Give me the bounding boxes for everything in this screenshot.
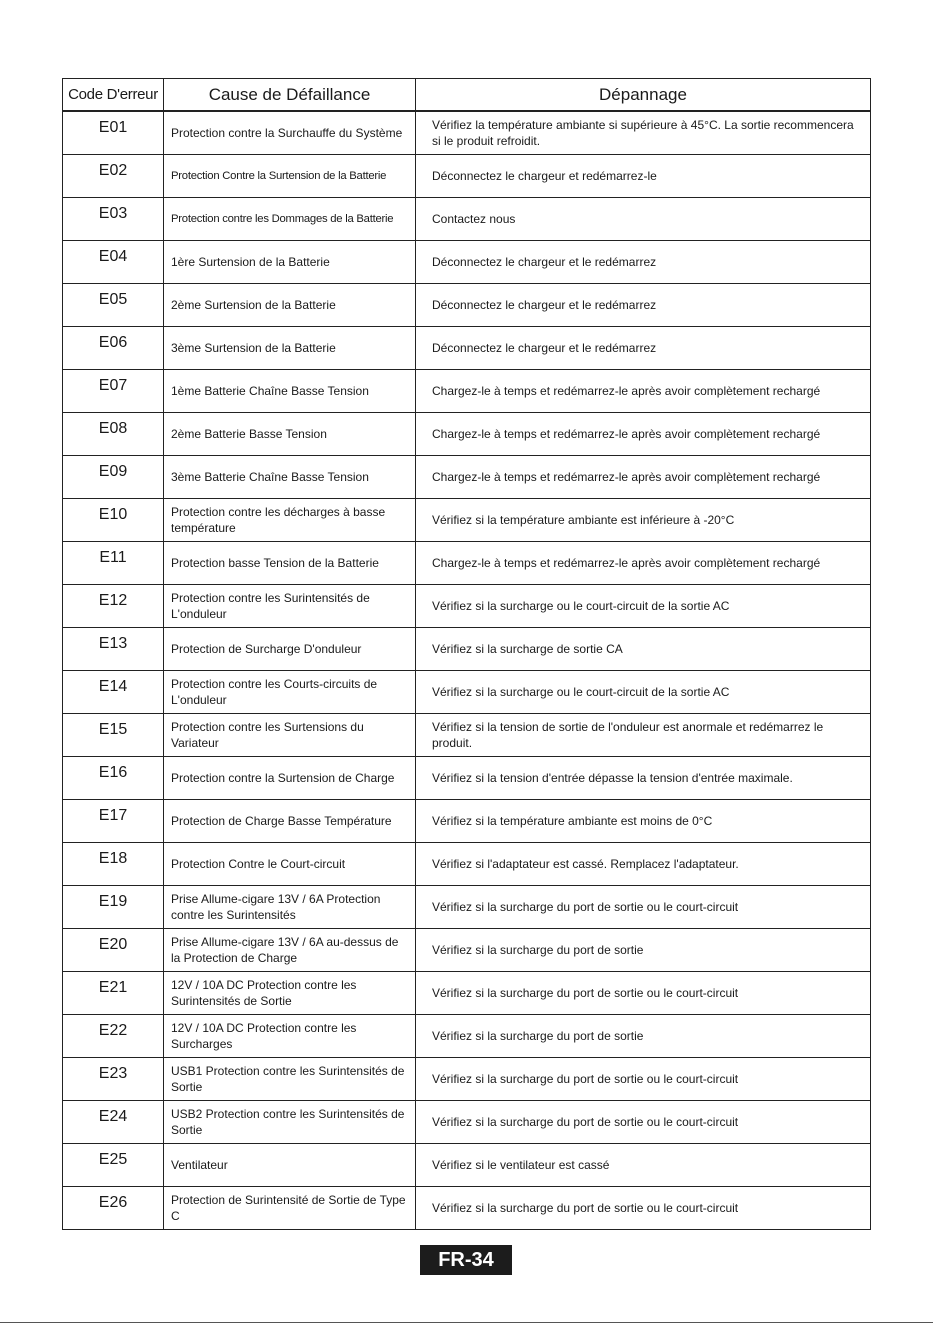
error-code-cell bbox=[63, 284, 164, 327]
error-code-cell bbox=[63, 886, 164, 929]
table-row bbox=[63, 800, 871, 843]
error-code: E17 bbox=[98, 807, 128, 824]
error-code-cell bbox=[63, 714, 164, 757]
error-code: E11 bbox=[99, 549, 127, 566]
table-row bbox=[63, 542, 871, 585]
troubleshooting-step: Vérifiez la température ambiante si supérieure à 45°C. La sortie recommencera si le produit refroidit. bbox=[416, 111, 871, 155]
header-fix: Dépannage bbox=[416, 79, 871, 112]
failure-cause: Protection de Surcharge D'onduleur bbox=[164, 628, 416, 671]
table-row bbox=[63, 714, 871, 757]
error-code: E24 bbox=[98, 1108, 128, 1125]
error-code-cell bbox=[63, 370, 164, 413]
error-code-cell bbox=[63, 155, 164, 198]
error-code: E13 bbox=[98, 635, 128, 652]
error-code: E08 bbox=[98, 420, 128, 437]
error-code: E23 bbox=[98, 1065, 128, 1082]
table-row bbox=[63, 111, 871, 155]
table-row bbox=[63, 886, 871, 929]
error-code: E01 bbox=[98, 119, 128, 136]
table-row bbox=[63, 284, 871, 327]
error-code-cell bbox=[63, 1187, 164, 1230]
table-row bbox=[63, 843, 871, 886]
error-code-cell bbox=[63, 499, 164, 542]
error-code: E02 bbox=[98, 162, 128, 179]
failure-cause: Prise Allume-cigare 13V / 6A Protection contre les Surintensités bbox=[164, 886, 416, 929]
failure-cause: USB1 Protection contre les Surintensités de Sortie bbox=[164, 1058, 416, 1101]
troubleshooting-step: Vérifiez si la température ambiante est moins de 0°C bbox=[416, 800, 871, 843]
failure-cause: Protection basse Tension de la Batterie bbox=[164, 542, 416, 585]
troubleshooting-step: Vérifiez si l'adaptateur est cassé. Remplacez l'adaptateur. bbox=[416, 843, 871, 886]
error-code: E10 bbox=[98, 506, 128, 523]
troubleshooting-step: Vérifiez si la surcharge du port de sortie ou le court-circuit bbox=[416, 886, 871, 929]
troubleshooting-step: Contactez nous bbox=[416, 198, 871, 241]
table-row bbox=[63, 370, 871, 413]
error-code-cell bbox=[63, 585, 164, 628]
error-code: E18 bbox=[98, 850, 128, 867]
table-row bbox=[63, 1101, 871, 1144]
error-code-cell bbox=[63, 413, 164, 456]
troubleshooting-step: Vérifiez si la surcharge ou le court-circuit de la sortie AC bbox=[416, 671, 871, 714]
error-code: E19 bbox=[98, 893, 128, 910]
error-code-cell bbox=[63, 1144, 164, 1187]
error-code-cell bbox=[63, 111, 164, 155]
table-row bbox=[63, 456, 871, 499]
troubleshooting-step: Vérifiez si la surcharge du port de sortie ou le court-circuit bbox=[416, 1101, 871, 1144]
troubleshooting-step: Vérifiez si le ventilateur est cassé bbox=[416, 1144, 871, 1187]
failure-cause: Protection contre les Surtensions du Variateur bbox=[164, 714, 416, 757]
table-row bbox=[63, 929, 871, 972]
failure-cause: Protection contre les Courts-circuits de L'onduleur bbox=[164, 671, 416, 714]
failure-cause: 1ème Batterie Chaîne Basse Tension bbox=[164, 370, 416, 413]
failure-cause: 3ème Surtension de la Batterie bbox=[164, 327, 416, 370]
error-code-cell bbox=[63, 198, 164, 241]
error-code: E04 bbox=[98, 248, 128, 265]
troubleshooting-step: Vérifiez si la température ambiante est inférieure à -20°C bbox=[416, 499, 871, 542]
troubleshooting-step: Déconnectez le chargeur et redémarrez-le bbox=[416, 155, 871, 198]
failure-cause: USB2 Protection contre les Surintensités de Sortie bbox=[164, 1101, 416, 1144]
troubleshooting-step: Vérifiez si la surcharge de sortie CA bbox=[416, 628, 871, 671]
error-code-cell bbox=[63, 1101, 164, 1144]
error-code-cell bbox=[63, 843, 164, 886]
failure-cause: Protection contre les Dommages de la Batterie bbox=[164, 198, 416, 241]
troubleshooting-step: Vérifiez si la surcharge du port de sortie bbox=[416, 1015, 871, 1058]
failure-cause: Protection de Surintensité de Sortie de Type C bbox=[164, 1187, 416, 1230]
failure-cause: Protection Contre le Court-circuit bbox=[164, 843, 416, 886]
failure-cause: 3ème Batterie Chaîne Basse Tension bbox=[164, 456, 416, 499]
failure-cause: Protection contre la Surchauffe du Système bbox=[164, 111, 416, 155]
table-row bbox=[63, 241, 871, 284]
table-row bbox=[63, 499, 871, 542]
table-row bbox=[63, 413, 871, 456]
error-code: E25 bbox=[98, 1151, 128, 1168]
table-row bbox=[63, 628, 871, 671]
error-code: E05 bbox=[98, 291, 128, 308]
failure-cause: Protection de Charge Basse Température bbox=[164, 800, 416, 843]
troubleshooting-step: Vérifiez si la surcharge du port de sortie bbox=[416, 929, 871, 972]
table-row bbox=[63, 327, 871, 370]
troubleshooting-step: Déconnectez le chargeur et le redémarrez bbox=[416, 284, 871, 327]
table-row bbox=[63, 155, 871, 198]
failure-cause: Protection contre la Surtension de Charge bbox=[164, 757, 416, 800]
failure-cause: 1ère Surtension de la Batterie bbox=[164, 241, 416, 284]
troubleshooting-step: Déconnectez le chargeur et le redémarrez bbox=[416, 241, 871, 284]
troubleshooting-step: Vérifiez si la surcharge du port de sortie ou le court-circuit bbox=[416, 972, 871, 1015]
failure-cause: Prise Allume-cigare 13V / 6A au-dessus de la Protection de Charge bbox=[164, 929, 416, 972]
troubleshooting-step: Vérifiez si la surcharge du port de sortie ou le court-circuit bbox=[416, 1187, 871, 1230]
error-code-table bbox=[62, 78, 871, 1230]
error-code: E12 bbox=[98, 592, 128, 609]
error-code-cell bbox=[63, 628, 164, 671]
troubleshooting-step: Chargez-le à temps et redémarrez-le après avoir complètement rechargé bbox=[416, 413, 871, 456]
error-code: E26 bbox=[98, 1194, 128, 1211]
failure-cause: 2ème Batterie Basse Tension bbox=[164, 413, 416, 456]
table-row bbox=[63, 1187, 871, 1230]
table-row bbox=[63, 585, 871, 628]
troubleshooting-step: Chargez-le à temps et redémarrez-le après avoir complètement rechargé bbox=[416, 542, 871, 585]
failure-cause: Protection contre les Surintensités de L'onduleur bbox=[164, 585, 416, 628]
failure-cause: 12V / 10A DC Protection contre les Surintensités de Sortie bbox=[164, 972, 416, 1015]
table-header-row bbox=[63, 79, 871, 112]
failure-cause: Ventilateur bbox=[164, 1144, 416, 1187]
error-code-cell bbox=[63, 456, 164, 499]
error-code-cell bbox=[63, 1015, 164, 1058]
error-code: E16 bbox=[98, 764, 128, 781]
troubleshooting-step: Chargez-le à temps et redémarrez-le après avoir complètement rechargé bbox=[416, 456, 871, 499]
troubleshooting-step: Chargez-le à temps et redémarrez-le après avoir complètement rechargé bbox=[416, 370, 871, 413]
error-code-cell bbox=[63, 671, 164, 714]
error-code-cell bbox=[63, 542, 164, 585]
error-code: E07 bbox=[98, 377, 128, 394]
troubleshooting-step: Vérifiez si la tension de sortie de l'onduleur est anormale et redémarrez le produit. bbox=[416, 714, 871, 757]
failure-cause: Protection contre les décharges à basse température bbox=[164, 499, 416, 542]
failure-cause: 12V / 10A DC Protection contre les Surcharges bbox=[164, 1015, 416, 1058]
table-row bbox=[63, 198, 871, 241]
error-code: E03 bbox=[98, 205, 128, 222]
error-code-cell bbox=[63, 800, 164, 843]
table-row bbox=[63, 972, 871, 1015]
troubleshooting-step: Vérifiez si la surcharge ou le court-circuit de la sortie AC bbox=[416, 585, 871, 628]
failure-cause: 2ème Surtension de la Batterie bbox=[164, 284, 416, 327]
error-code-cell bbox=[63, 757, 164, 800]
error-code-cell bbox=[63, 1058, 164, 1101]
error-code: E06 bbox=[98, 334, 128, 351]
troubleshooting-step: Déconnectez le chargeur et le redémarrez bbox=[416, 327, 871, 370]
page-number-badge: FR-34 bbox=[420, 1245, 512, 1275]
bottom-divider bbox=[0, 1322, 933, 1323]
error-code-cell bbox=[63, 972, 164, 1015]
error-code: E15 bbox=[98, 721, 128, 738]
header-cause: Cause de Défaillance bbox=[164, 79, 416, 112]
error-code: E09 bbox=[98, 463, 128, 480]
header-code: Code D'erreur bbox=[63, 79, 164, 112]
troubleshooting-step: Vérifiez si la tension d'entrée dépasse la tension d'entrée maximale. bbox=[416, 757, 871, 800]
error-code-cell bbox=[63, 929, 164, 972]
table-row bbox=[63, 671, 871, 714]
error-code: E20 bbox=[98, 936, 128, 953]
error-code-cell bbox=[63, 327, 164, 370]
troubleshooting-step: Vérifiez si la surcharge du port de sortie ou le court-circuit bbox=[416, 1058, 871, 1101]
failure-cause: Protection Contre la Surtension de la Batterie bbox=[164, 155, 416, 198]
table-row bbox=[63, 757, 871, 800]
error-code: E14 bbox=[98, 678, 128, 695]
error-code: E21 bbox=[98, 979, 128, 996]
table-row bbox=[63, 1058, 871, 1101]
table-row bbox=[63, 1144, 871, 1187]
error-code-cell bbox=[63, 241, 164, 284]
error-code: E22 bbox=[98, 1022, 128, 1039]
table-row bbox=[63, 1015, 871, 1058]
